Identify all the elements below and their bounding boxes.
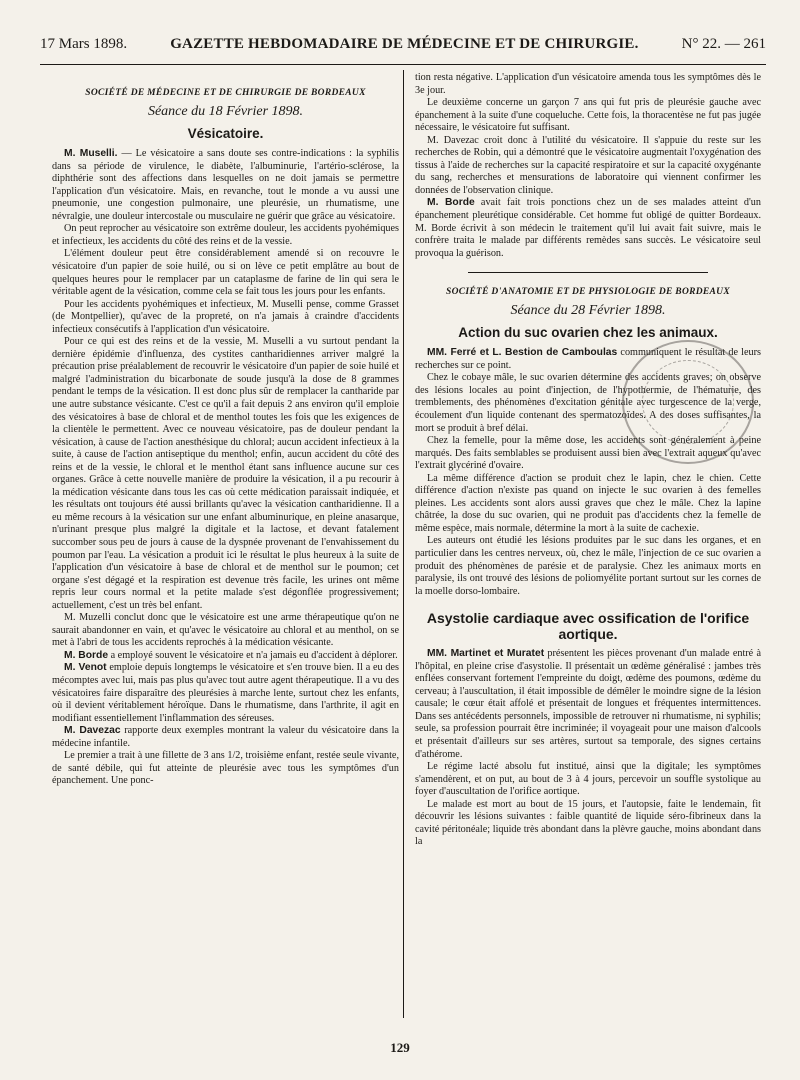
speaker-name: M. Davezac	[64, 725, 121, 737]
paragraph: M. Davezac croit donc à l'utilité du vésicatoire. Il s'appuie du reste sur les recherches de Robin, qui a démontré que le vésicatoire augmentait l'oxygénation des tissus à l'aide de recherches sur la capacité respiratoire et sur la capacité oxygénante du sang, recherches et mensurations de laboratoire qui viennent confirmer les données de l'observation clinique.	[415, 134, 761, 196]
library-stamp	[622, 340, 754, 464]
header-rule	[40, 64, 766, 65]
speaker-name: MM. Martinet et Muratet	[427, 648, 545, 660]
left-column	[52, 72, 399, 788]
speaker-name: MM. Ferré et L. Bestion de Camboulas	[427, 347, 618, 359]
paragraph: Le deuxième concerne un garçon 7 ans qui fut pris de pleurésie gauche avec épanchement à la suite d'une coqueluche. Cette fois, la thoracentèse ne fut pas jugée nécessaire, le vésicatoire fut suffisant.	[415, 97, 761, 134]
article-title: Action du suc ovarien chez les animaux.	[458, 325, 718, 341]
society-heading: SOCIÉTÉ D'ANATOMIE ET DE PHYSIOLOGIE DE BORDEAUX	[446, 287, 730, 298]
paragraph: tion resta négative. L'application d'un vésicatoire amenda tous les symptômes dès le 3e jour.	[415, 72, 761, 96]
speaker-name: M. Muselli.	[64, 148, 118, 160]
header-journal-title: GAZETTE HEBDOMADAIRE DE MÉDECINE ET DE CHIRURGIE.	[170, 36, 639, 52]
paragraph: Chez le cobaye mâle, le suc ovarien détermine des accidents graves; on observe des lésions locales au point d'injection, de l'hypothermie, de l'hématurie, des tremblements, des phénomènes d'excitation génitale avec turgescence de la verge, écoulement d'un liquide contenant des spermatozoïdes. A des doses suffisantes, la mort se produit à bref délai.	[415, 372, 761, 434]
running-header	[40, 36, 766, 60]
paragraph: L'élément douleur peut être considérablement amendé si on recouvre le vésicatoire d'un papier de soie huilé, ou si on lève ce petit emplâtre au bout de quelques heures pour le remplacer par un cataplasme de farine de lin qui sera le véritable agent de la vésication, comme cela se fait tous les jours pour les enfants.	[52, 248, 399, 298]
paragraph: M. Venot emploie depuis longtemps le vésicatoire et s'en trouve bien. Il a eu des mécomptes avec lui, mais pas plus qu'avec tout autre agent thérapeutique. Il a vu des vésicatoires faire disparaître des pleurésies à marche lente, surtout chez les enfants, où il devient véritablement héroïque. Dans le rhumatisme, dans l'arthrite, il agit en modifiant essentiellement l'inflammation des séreuses.	[52, 662, 399, 724]
speaker-name: M. Venot	[64, 662, 107, 674]
speaker-name: M. Borde	[64, 649, 109, 661]
page-number: 129	[390, 1040, 410, 1055]
speaker-name: M. Borde	[427, 197, 475, 209]
paragraph: M. Davezac rapporte deux exemples montrant la valeur du vésicatoire dans la médecine infantile.	[52, 725, 399, 749]
article-title: Vésicatoire.	[187, 126, 264, 142]
paragraph: On peut reprocher au vésicatoire son extrême douleur, les accidents pyohémiques et infectieux, les accidents du côté des reins et de la vessie.	[52, 223, 399, 247]
paragraph: MM. Ferré et L. Bestion de Camboulas communiquent le résultat de leurs recherches sur ce point.	[415, 347, 761, 371]
paragraph: La même différence d'action se produit chez le lapin, chez le chien. Cette différence d'action n'existe pas quand on injecte le suc ovarien à des femelles pleines. Les accidents sont alors aussi graves que chez le mâle. Chez la lapine châtrée, la dose du suc ovarien, qui ne produit pas d'accidents chez la femelle de même espèce, mais normale, détermine la mort à la suite de cachexie.	[415, 472, 761, 534]
header-issue-page: N° 22. — 261	[681, 36, 766, 52]
paragraph: Les auteurs ont étudié les lésions produites par le suc dans les organes, et en particulier dans les centres nerveux, où, chez le mâle, l'injection de ce suc ovarien a produit des phénomènes de parésie et de paralysie. Chez les animaux morts en paralysie, ils ont trouvé des lésions de poliomyélite portant surtout sur les cornes de la moelle dorso-lombaire.	[415, 535, 761, 597]
paragraph: Le malade est mort au bout de 15 jours, et l'autopsie, faite le lendemain, fit découvrir les lésions suivantes : faible quantité de liquide séro-fibrineux dans la cavité péritonéale; liquide très abondant dans la plèvre gauche, moins abondant dans la	[415, 798, 761, 848]
header-date: 17 Mars 1898.	[40, 36, 128, 52]
section-separator	[468, 272, 708, 273]
paragraph: Pour ce qui est des reins et de la vessie, M. Muselli a vu surtout pendant la dernière épidémie d'influenza, des cystites cantharidiennes arriver malgré la précaution prise préalablement de recouvrir le vésicatoire d'un papier de soie huilé et malgré l'administration du bicarbonate de soude jusqu'à la dose de 8 grammes pendant le temps de la vésication. Il est donc plus sûr de remplacer la cantharide par une autre substance vésicante. C'est ce qu'il a fait depuis 2 ans environ qu'il emploie des vésicatoires à base de chloral et de menthol toutes les fois que les exigences de la clientèle le permettent. Avec ce nouveau vésicatoire, pas de douleur pendant la vésication, à cause de l'action anesthésique du chloral; aucun accident infectieux à la suite, à cause de l'action antiseptique du menthol; enfin, aucun accident du côté des reins et de la vessie, le chloral et le menthol étant sans influence aucune sur ces organes. Grâce à cette nouvelle manière de produire la vésication, il a pu recourir à la médication vésicante dans tous les cas où cette médication paraissait indiquée, et les résultats ont toujours été aussi brillants qu'avec la vésication cantharidienne. Il a eu même recours à la vésication sur une enfant albuminurique, en pleine anasarque, n'urinant presque plus malgré la digitale et la lactose, et devant fatalement succomber sous peu de jours à cause de la dyspnée provenant de l'envahissement du poumon par l'eau. La vésication a produit ici le résultat le plus heureux à la suite de l'application d'un vésicatoire à base de chloral et de menthol sur le poumon; cet organe s'est dégagé et la respiration est devenue très facile, les urines ont même repris leur cours normal et la petite malade s'est dégonflée progressivement; actuellement, c'est un très bel enfant.	[52, 336, 399, 611]
paragraph: M. Borde a employé souvent le vésicatoire et n'a jamais eu d'accident à déplorer.	[64, 649, 398, 661]
article-title: Asystolie cardiaque avec ossification de l'orifice aortique.	[426, 610, 750, 643]
paragraph: M. Borde avait fait trois ponctions chez un de ses malades atteint d'un épanchement pleurétique considérable. Cet homme fut obligé de quitter Bordeaux. M. Borde écrivit à son médecin le traitement qu'il lui avait fait suivre, mais le confrère traita le malade par différents remèdes sans succès. Le vésicatoire seul provoqua la guérison.	[415, 197, 761, 259]
paragraph: MM. Martinet et Muratet présentent les pièces provenant d'un malade entré à l'hôpital, en pleine crise d'asystolie. Il présentait un œdème généralisé : jambes très enflées conservant fortement l'empreinte du doigt, œdème des poumons, œdème du cerveau; à l'auscultation, il était impossible de démêler le moindre signe de la lésion causale; le cœur était affolé et présentait de longues et fréquentes intermittences. Dans ses antécédents personnels, impossible de retrouver ni rhumatisme, ni syphilis; seule, sa profession pourrait être incriminée; il voyageait pour une maison d'alcools et présentait d'ailleurs sur ses artères, surtout sa temporale, des signes certains d'athérome.	[415, 648, 761, 760]
column-divider	[403, 70, 404, 1018]
society-heading: SOCIÉTÉ DE MÉDECINE ET DE CHIRURGIE DE BORDEAUX	[85, 88, 366, 98]
paragraph: Le premier a trait à une fillette de 3 ans 1/2, troisième enfant, restée seule vivante, de santé débile, qui fut atteinte de pleurésie avec tous les symptômes d'un épanchement. Une ponc-	[52, 750, 399, 787]
paragraph: Chez la femelle, pour la même dose, les accidents sont généralement à peine marqués. Des faits semblables se produisent aussi bien avec l'extrait aqueux qu'avec l'extrait glycériné d'ovaire.	[415, 435, 761, 472]
paragraph: M. Muzelli conclut donc que le vésicatoire est une arme thérapeutique qu'on ne saurait abandonner en vain, et qu'avec le vésicatoire au chloral et au menthol, on se met à l'abri de tous les accidents reprochés à la médication vésicante.	[52, 612, 399, 649]
session-date: Séance du 28 Février 1898.	[510, 302, 666, 318]
paragraph: Le régime lacté absolu fut institué, ainsi que la digitale; les symptômes s'amendèrent, et on put, au bout de 3 à 4 jours, percevoir un souffle systolique au foyer d'auscultation de l'orifice aortique.	[415, 761, 761, 798]
session-date: Séance du 18 Février 1898.	[147, 103, 304, 119]
paragraph: M. Muselli. — Le vésicatoire a sans doute ses contre-indications : la syphilis dans sa période de virulence, le diabète, l'albuminurie, l'artério-sclérose, la diphthérie sont des affections dans lesquelles on ne doit jamais se permettre l'application d'un vésicatoire. Mais, en revanche, tout le monde a vu aussi une pneumonie, une congestion pulmonaire, une pleurésie, un rhumatisme, une névralgie, une douleur intercostale ou musculaire ne guérir que grâce au vésicatoire.	[52, 148, 399, 222]
paragraph: Pour les accidents pyohémiques et infectieux, M. Muselli pense, comme Grasset (de Montpellier), qu'avec de la propreté, on n'a jamais à craindre d'accidents infectieux consécutifs à l'application d'un vésicatoire.	[52, 298, 399, 335]
